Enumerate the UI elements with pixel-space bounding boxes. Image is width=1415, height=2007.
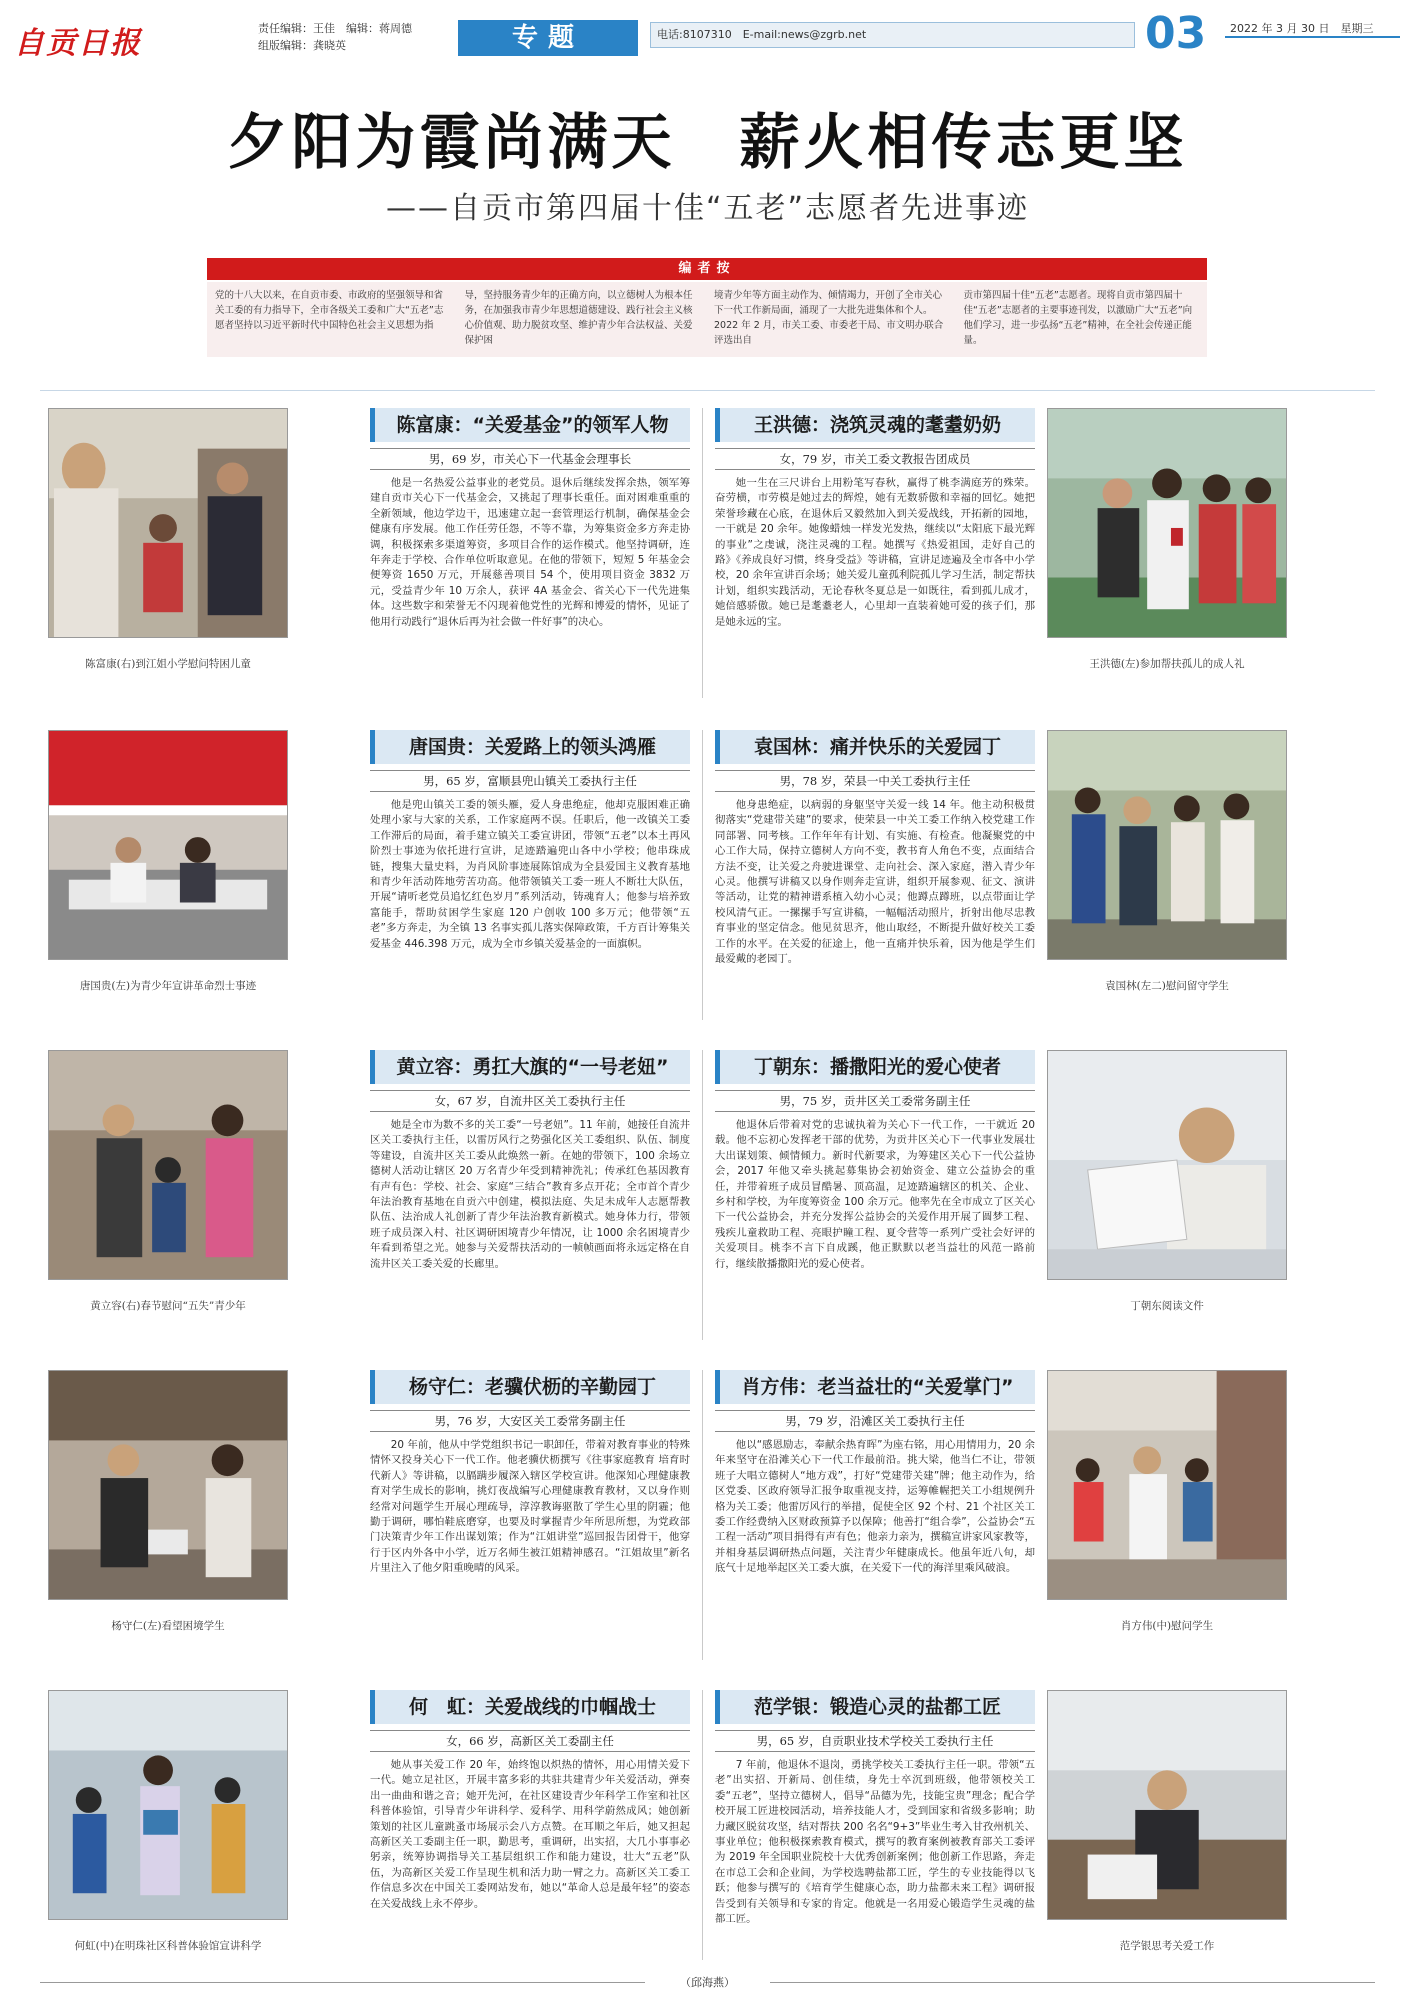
profile-article xyxy=(370,1370,690,1670)
article-title: 丁朝东：播撒阳光的爱心使者 xyxy=(715,1050,1035,1084)
profile-row xyxy=(40,1690,1375,2005)
article-subtitle: 男，78 岁，荣县一中关工委执行主任 xyxy=(715,770,1035,792)
photo-caption: 范学银思考关爱工作 xyxy=(1119,1940,1215,1952)
profile-row xyxy=(40,408,1375,723)
article-title: 袁国林：痛并快乐的关爱园丁 xyxy=(715,730,1035,764)
article-body: 他身患绝症，以病弱的身躯坚守关爱一线 14 年。他主动积极贯彻落实“党建带关建”的要求，使荣县一中关工委工作纳入校党建工作同部署、同考核。工作年年有计划、有实施、有检查。他凝聚党的中心工作大局，保持立德树人方向不变，教书育人角色不变，点面结合方法不变，让关爱之舟驶进课堂、走向社会、深入家庭，潜入青少年心灵。他撰写讲稿又以身作则奔走宣讲，组织开展参观、征文、演讲等活动，让党的精神谱系植入幼小心灵；他蹲点蹲班，以点带面让学校风清气正。一摞摞手写宣讲稿，一幅幅活动照片，折射出他尽忠教育事业的坚定信念。他见贫思齐，他山取经，不断提升做好校关工委工作的水平。在关爱的征途上，他一直痛并快乐着，因为他是学生们最爱戴的老园丁。 xyxy=(715,799,1035,966)
article-body: 她是全市为数不多的关工委“一号老妞”。11 年前，她接任自流井区关工委执行主任，以雷厉风行之势强化区关工委组织、队伍、制度等建设，自流井区关工委从此焕然一新。在她的带领下，100 余场立德树人活动让辖区 20 万名青少年受到精神洗礼；传承红色基因教育有声有色：学校、社会、家庭“三结合”教育多点开花；全市首个青少年法治教育基地在自贡六中创建，模拟法庭、失足未成年人志愿帮教队伍、法治成人礼创新了青少年法治教育新模式。她身体力行，带领班子成员深入村、社区调研困境青少年情况，让 1000 余名困境青少年看到希望之光。她参与关爱帮扶活动的一帧帧画面将永远定格在自流井区关工委关爱的长廊里。 xyxy=(370,1119,690,1270)
footer-rule xyxy=(770,1982,1375,1983)
masthead xyxy=(0,0,1415,62)
article-body: 他退休后带着对党的忠诚执着为关心下一代工作，一干就近 20 载。他不忘初心发挥老干部的优势，为贡井区关心下一代事业发展壮大出谋划策、倾情倾力。新时代新要求，为筹建区关心下一代公益协会，2017 年他又牵头挑起募集协会初始资金、建立公益协会的重任，并带着班子成员冒酷暑、顶高温，足迹踏遍辖区的机关、企业、乡村和学校，为年度筹资金 100 余万元。他率先在全市成立了区关心下一代公益协会，并充分发挥公益协会的关爱作用开展了圆梦工程、残疾儿童救助工程、亮眼护瞳工程、夏令营等一系列广受社会好评的关爱项目。桃李不言下自成蹊，他正默默以老当益壮的风范一路前行，继续散播撒阳光的爱心使者。 xyxy=(715,1119,1035,1270)
article-body: 她一生在三尺讲台上用粉笔写春秋，赢得了桃李满庭芳的殊荣。奋劳横，市劳模是她过去的辉煌，她有无数骄傲和幸福的回忆。她把荣誉珍藏在心底，在退休后又毅然加入到关爱战线，开拓新的园地，一干就是 20 余年。她像蜡烛一样发光发热，继续以“太阳底下最光辉的事业”之虔诚，浇注灵魂的工程。她撰写《热爱祖国，走好自己的路》《养成良好习惯，终身受益》等讲稿，宣讲足迹遍及全市各中小学校，20 余年宣讲百余场；她关爱儿童孤利院孤儿学习生活，制定帮扶计划，组织实践活动，无论春秋冬夏总是一如既往，看到孤儿成才，她倍感骄傲。她已是耄耋老人，心里却一直装着她可爱的孩子们，那是她永远的宝。 xyxy=(715,477,1035,628)
newspaper-name: 自贡日报 xyxy=(14,26,142,61)
page-title: 夕阳为霞尚满天 薪火相传志更坚 xyxy=(227,108,1188,178)
profile-article xyxy=(370,1050,690,1350)
photo-illustration xyxy=(49,731,287,959)
editor-line: 责任编辑：王佳 编辑：蒋周德 xyxy=(258,22,412,35)
news-photo xyxy=(1047,1690,1287,1920)
article-title: 肖方伟：老当益壮的“关爱掌门” xyxy=(715,1370,1035,1404)
news-photo xyxy=(48,1050,288,1280)
header-divider xyxy=(1225,36,1400,38)
news-photo xyxy=(48,1370,288,1600)
article-subtitle: 女，66 岁，高新区关工委副主任 xyxy=(370,1730,690,1752)
news-photo xyxy=(48,1690,288,1920)
page-subtitle: ——自贡市第四届十佳“五老”志愿者先进事迹 xyxy=(385,191,1030,226)
editor-credits xyxy=(258,20,412,54)
news-photo xyxy=(48,408,288,638)
article-title: 陈富康：“关爱基金”的领军人物 xyxy=(370,408,690,442)
photo-illustration xyxy=(1048,409,1286,637)
column-divider xyxy=(702,730,703,1020)
editor-line: 组版编辑：龚晓英 xyxy=(258,39,346,52)
photo-caption: 唐国贵(左)为青少年宣讲革命烈士事迹 xyxy=(79,980,257,992)
profile-article xyxy=(715,408,1035,708)
column-divider xyxy=(702,1690,703,1960)
article-subtitle: 男，75 岁，贡井区关工委常务副主任 xyxy=(715,1090,1035,1112)
article-body: 他是兜山镇关工委的领头雁，爱人身患绝症，他却克服困难正确处理小家与大家的关系，工作家庭两不误。任职后，他一改镇关工委工作滞后的局面，着手建立镇关工委宣讲团，带领“五老”以本土再风阶烈士事迹为依托进行宣讲，足迹踏遍兜山各中小学校；他串珠成链，搜集大量史料，为肖风阶事迹展陈馆成为全县爱国主义教育基地和青少年活动阵地劳苦功高。他带领镇关工委一班人不断壮大队伍，开展“请听老党员追忆红色岁月”系列活动，铸魂育人；他参与培养致富能手，帮助贫困学生家庭 120 户创收 100 多万元；他带领“五老”多方奔走，为全镇 13 名事实孤儿落实保障政策，千方百计筹集关爱基金 446.398 万元，成为全市乡镇关爱基金的一面旗帜。 xyxy=(370,799,690,950)
photo-illustration xyxy=(1048,1691,1286,1919)
news-photo xyxy=(1047,1050,1287,1280)
article-title: 杨守仁：老骥伏枥的辛勤园丁 xyxy=(370,1370,690,1404)
photo-caption: 杨守仁(左)看望困境学生 xyxy=(111,1620,225,1632)
article-subtitle: 男，79 岁，沿滩区关工委执行主任 xyxy=(715,1410,1035,1432)
news-photo xyxy=(1047,730,1287,960)
article-body: 他以“感恩励志，奉献余热育晖”为座右铭，用心用情用力，20 余年来坚守在沿滩关心下一代工作最前沿。挑大梁，他当仁不让，带领班子大唱立德树人“地方戏”，打好“党建带关建”牌；他主动作为，给区党委、区政府领导汇报争取重视支持，运筹帷幄把关工小组规例升格为关工委；他雷厉风行的举措，促使全区 92 个村、21 个社区关工委工作经费纳入区财政预算予以保障；他善打“组合拳”，公益协会“五工程一活动”项目捐得有声有色；他亲力亲为，撰稿宣讲家风家教等，并相身基层调研热点问题，关注青少年健康成长。他虽年近八旬，却底气十足地举起区关工委大旗，在关爱下一代的海洋里乘风破浪。 xyxy=(715,1439,1035,1575)
news-photo xyxy=(1047,408,1287,638)
article-body: 她从事关爱工作 20 年，始终饱以炽热的情怀，用心用情关爱下一代。她立足社区，开展丰富多彩的共驻共建青少年关爱活动，弹奏出一曲曲和谐之音；她开先河，在社区建设青少年科学工作室和社区科普体验馆，引导青少年讲科学、爱科学、用科学蔚然成风；她创新策划的社区儿童跳蚤市场展示会八方点赞。在耳顺之年后，她又担起高新区关工委副主任一职，勤思考，重调研，出实招，大几小事事必躬亲，统筹协调指导关工基层组织工作和能力建设，壮大“五老”队伍，为高新区关爱工作呈现生机和活力助一臂之力。高新区关工委工作信息多次在中国关工委网站发布，她以“革命人总是最年轻”的姿态在关爱战线上永不停步。 xyxy=(370,1759,690,1910)
article-subtitle: 男，76 岁，大安区关工委常务副主任 xyxy=(370,1410,690,1432)
profile-article xyxy=(715,1370,1035,1670)
editor-note-column: 贡市第四届十佳“五老”志愿者。现将自贡市第四届十佳“五老”志愿者的主要事迹刊发，以激励广大“五老”向他们学习，进一步弘扬“五老”精神，在全社会传递正能量。 xyxy=(963,290,1193,346)
article-body: 他是一名热爱公益事业的老党员。退休后继续发挥余热，领军筹建自贡市关心下一代基金会，又挑起了理事长重任。面对困难重重的全新领域，他边学边干，迅速建立起一套管理运行机制，确保基金会健康有序发展。他工作任劳任怨，不等不靠，为筹集资金多方奔走协调，积极探索多渠道筹资，多项目合作的运作模式。他坚持调研，连年奔走于学校、合作单位听取意见。在他的带领下，短短 5 年基金会便筹资 1650 万元，开展慈善项目 54 个，使用项目资金 3832 万元，受益青少年 10 万余人，获评 4A 基金会、省关心下一代先进集体。这些数字和荣誉无不闪现着他党性的光辉和博爱的情怀，见证了他用行动践行“退休后再为社会做一件好事”的决心。 xyxy=(370,477,690,628)
article-subtitle: 男，65 岁，富顺县兜山镇关工委执行主任 xyxy=(370,770,690,792)
profile-row xyxy=(40,1370,1375,1685)
article-title: 王洪德：浇筑灵魂的耄耋奶奶 xyxy=(715,408,1035,442)
photo-caption: 陈富康(右)到江姐小学慰问特困儿童 xyxy=(85,658,251,670)
photo-caption: 袁国林(左二)慰问留守学生 xyxy=(1105,980,1229,992)
article-subtitle: 男，69 岁，市关心下一代基金会理事长 xyxy=(370,448,690,470)
profile-article xyxy=(370,1690,690,1990)
article-title: 范学银：锻造心灵的盐都工匠 xyxy=(715,1690,1035,1724)
article-subtitle: 女，79 岁，市关工委文教报告团成员 xyxy=(715,448,1035,470)
article-title: 黄立容：勇扛大旗的“一号老妞” xyxy=(370,1050,690,1084)
photo-illustration xyxy=(49,1691,287,1919)
contact-info: 电话:8107310 E-mail:news@zgrb.net xyxy=(650,22,1135,48)
article-subtitle: 男，65 岁，自贡职业技术学校关工委执行主任 xyxy=(715,1730,1035,1752)
news-photo xyxy=(48,730,288,960)
article-body: 7 年前，他退休不退岗，勇挑学校关工委执行主任一职。带领“五老”出实招、开新局、创佳绩，身先士卒沉到班级，他带领校关工委“五老”，坚持立德树人，倡导“品德为先，技能宝贵”理念；配合学校开展工匠进校园活动，培养技能人才，受到国家和省级多影响；助力藏区脱贫攻坚，结对帮扶 200 名名“9+3”毕业生考入甘孜州机关、事业单位；他积极探索教育模式，撰写的教育案例被教育部关工委评为 2019 年全国职业院校十大优秀创新案例；他创新工作思路，奔走在市总工会和企业间，为学校选聘盐都工匠，学生的专业技能得以飞跃；他参与撰写的《培育学生健康心态，助力盐都未来工程》调研报告受到有关领导和专家的肯定。他就是一名用爱心锻造学生灵魂的盐都工匠。 xyxy=(715,1759,1035,1926)
editor-note-column: 党的十八大以来，在自贡市委、市政府的坚强领导和省关工委的有力指导下，全市各级关工委和广大“五老”志愿者坚持以习近平新时代中国特色社会主义思想为指 xyxy=(215,290,444,331)
profile-article xyxy=(370,730,690,1030)
column-divider xyxy=(702,1370,703,1660)
editor-note-column: 导，坚持服务青少年的正确方向，以立德树人为根本任务，在加强我市青少年思想道德建设、践行社会主义核心价值观、助力脱贫攻坚、维护青少年合法权益、关爱保护困 xyxy=(464,290,693,346)
footer xyxy=(0,1968,1415,1998)
photo-caption: 黄立容(右)春节慰问“五失”青少年 xyxy=(90,1300,246,1312)
article-title: 唐国贵：关爱路上的领头鸿雁 xyxy=(370,730,690,764)
column-divider xyxy=(702,408,703,698)
profile-article xyxy=(715,1690,1035,1990)
photo-caption: 何虹(中)在明珠社区科普体验馆宣讲科学 xyxy=(74,1940,262,1952)
photo-caption: 丁朝东阅读文件 xyxy=(1130,1300,1204,1312)
profile-article xyxy=(370,408,690,708)
section-divider xyxy=(40,390,1375,391)
editor-note-label: 编者按 xyxy=(207,258,1207,280)
profile-row xyxy=(40,1050,1375,1365)
photo-illustration xyxy=(1048,1051,1286,1279)
photo-caption: 王洪德(左)参加帮扶孤儿的成人礼 xyxy=(1089,658,1245,670)
article-title: 何 虹：关爱战线的巾帼战士 xyxy=(370,1690,690,1724)
profile-row xyxy=(40,730,1375,1045)
editor-note xyxy=(207,282,1207,357)
photo-illustration xyxy=(49,409,287,637)
author-credit: （邱海燕） xyxy=(680,1976,735,1989)
section-label: 专题 xyxy=(458,20,638,56)
profile-article xyxy=(715,730,1035,1030)
photo-illustration xyxy=(1048,731,1286,959)
article-subtitle: 女，67 岁，自流井区关工委执行主任 xyxy=(370,1090,690,1112)
page-number: 03 xyxy=(1145,8,1207,59)
profile-article xyxy=(715,1050,1035,1350)
issue-date: 2022 年 3 月 30 日 星期三 xyxy=(1230,22,1374,35)
editor-note-column: 境青少年等方面主动作为、倾情竭力，开创了全市关心下一代工作新局面，涌现了一大批先进集体和个人。2022 年 2 月，市关工委、市委老干局、市文明办联合评选出自 xyxy=(714,290,944,346)
column-divider xyxy=(702,1050,703,1340)
news-photo xyxy=(1047,1370,1287,1600)
photo-illustration xyxy=(49,1371,287,1599)
photo-illustration xyxy=(1048,1371,1286,1599)
photo-caption: 肖方伟(中)慰问学生 xyxy=(1120,1620,1214,1632)
photo-illustration xyxy=(49,1051,287,1279)
article-body: 20 年前，他从中学党组织书记一职卸任，带着对教育事业的特殊情怀又投身关心下一代工作。他老骥伏枥撰写《往事家庭教育 培育时代新人》等讲稿，以膈蹒步履深入辖区学校宣讲。他深知心理健康教育对学生成长的影响，挑灯夜战编写心理健康教育教材，又以身作则经常对问题学生开展心理疏导，淳淳教诲驱散了学生心里的阴霾；他勤于调研，哪怕鞋底磨穿，也要及时掌握青少年所思所想，为党政部门决策青少年工作出谋划策；作为“江姐讲堂”巡回报告团骨干，他穿行于区内外各中小学，近万名师生被江姐精神感召。“江姐故里”新名片里注入了他夕阳重晚晴的风采。 xyxy=(370,1439,690,1575)
